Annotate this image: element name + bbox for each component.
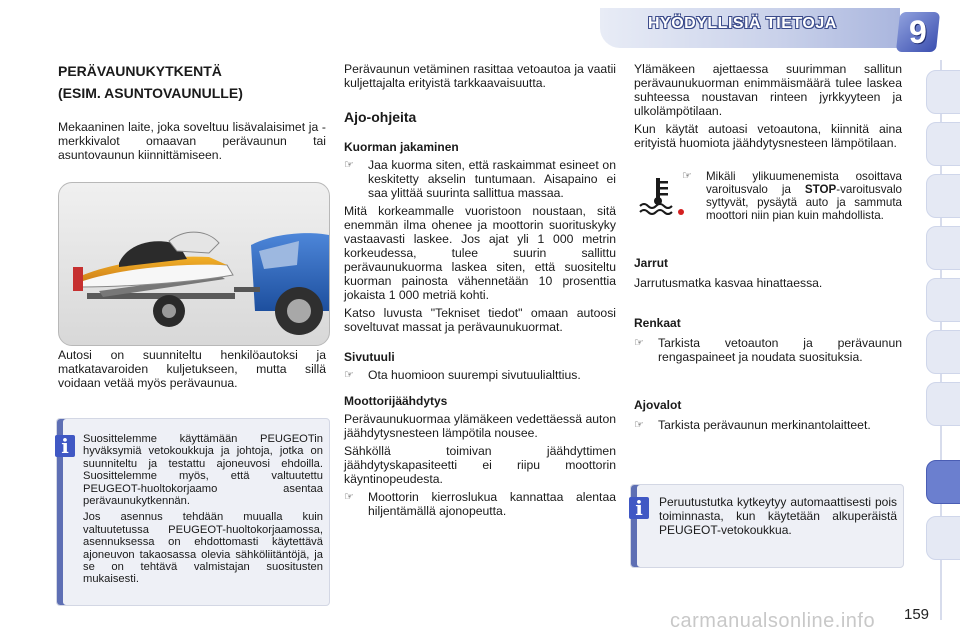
info-box-hitch [56, 418, 330, 606]
bullet-cooling-text: Moottorin kierroslukua kannattaa alentaa hiljentämällä ajonopeutta. [368, 490, 616, 518]
chapter-tab-4[interactable] [926, 226, 960, 270]
heading-engine-cooling: Moottorijäähdytys [344, 394, 448, 408]
brakes-paragraph: Jarrutusmatka kasvaa hinattaessa. [634, 276, 823, 290]
bullet-lights-text: Tarkista perävaunun merkinantolaitteet. [658, 418, 871, 432]
section-title-line2: (ESIM. ASUNTOVAUNULLE) [58, 85, 243, 101]
stop-label: STOP [804, 183, 837, 196]
column-middle [344, 62, 616, 522]
column-left [58, 62, 326, 166]
chapter-number: 9 [909, 13, 927, 50]
chapter-tab-7[interactable] [926, 382, 960, 426]
info-hitch-paragraph-2: Jos asennus tehdään muualla kuin valtuutetussa PEUGEOT-huoltokorjaamossa, asennuksessa on ehdottomasti käytettävä ajoneuvon takaosassa olevia sähköliitäntöjä, ja se on tehtävä valmistajan suositusten mukaisesti. [83, 511, 323, 586]
column-right [634, 62, 902, 154]
bullet-tyres-text: Tarkista vetoauton ja perävaunun rengaspaineet ja noudata suosituksia. [658, 336, 902, 364]
chapter-tab-5[interactable] [926, 278, 960, 322]
chapter-tab-10[interactable] [926, 516, 960, 560]
bullet-load [344, 158, 616, 200]
info-box-parking-sensor [630, 484, 904, 568]
heading-lights: Ajovalot [634, 398, 682, 412]
column-left-lower [58, 348, 326, 394]
column-right-lower [634, 256, 902, 436]
heading-tyres: Renkaat [634, 316, 681, 330]
intro-paragraph: Mekaaninen laite, joka soveltuu lisävalaisimet ja -merkkivalot omaavan perävaunun tai asuntovaunun kiinnittämiseen. [58, 120, 326, 162]
chapter-tab-2[interactable] [926, 122, 960, 166]
cooling-paragraph-1: Perävaunukuormaa ylämäkeen vedettäessä auton jäähdytysnesteen lämpötila nousee. [344, 412, 616, 440]
pointing-hand-icon: ☞ [682, 170, 692, 182]
bullet-overheat-text: Mikäli ylikuumenemista osoittava varoitusvalo ja STOP-varoitusvalo syttyvät, pysäytä auto ja sammuta moottori niin pian kuin mahdollista. [706, 170, 902, 222]
info-hitch-paragraph-1: Suosittelemme käyttämään PEUGEOTin hyväksymiä vetokoukkuja ja johtoja, jotka on suunniteltu ja testattu ajoneuvosi ehdoilla. Suosittelemme myös, että valtuutettu PEUGEOT-huoltokorjaamo asentaa perävaunukytkennän. [83, 433, 323, 508]
chapter-tab-9-active[interactable] [926, 460, 960, 504]
bullet-tyres [634, 336, 902, 364]
capacity-paragraph: Autosi on suunniteltu henkilöautoksi ja matkatavaroiden kuljetukseen, mutta sillä voidaan vetää myös perävaunua. [58, 348, 326, 390]
uphill-paragraph: Ylämäkeen ajettaessa suurimman sallitun perävaunukuorman enimmäismäärä tulee laskea suhteessa noustavan rinteen jyrkkyyteen ja ulkolämpötilaan. [634, 62, 902, 118]
pointing-hand-icon: ☞ [344, 369, 354, 381]
bullet-overheat [682, 170, 902, 222]
pointing-hand-icon: ☞ [634, 337, 644, 349]
info-box-hitch-text [83, 433, 323, 590]
bullet-cooling [344, 490, 616, 518]
bullet-crosswind-text: Ota huomioon suurempi sivutuulialttius. [368, 368, 581, 382]
coolant-temperature-icon [636, 176, 686, 216]
chapter-badge [896, 12, 940, 52]
trailer-drawing [59, 183, 329, 345]
heading-load-distribution: Kuorman jakaminen [344, 140, 459, 154]
info-parking-text: Peruutustutka kytkeytyy automaattisesti pois toiminnasta, kun käytetään alkuperäistä PEUGEOT-vetokoukkua. [659, 495, 897, 537]
specs-paragraph: Katso luvusta "Tekniset tiedot" omaan autoosi soveltuvat massat ja perävaunukuormat. [344, 306, 616, 334]
towing-intro: Perävaunun vetäminen rasittaa vetoautoa ja vaatii kuljettajalta erityistä tarkkaavaisuutta. [344, 62, 616, 90]
pointing-hand-icon: ☞ [344, 159, 354, 171]
bullet-crosswind [344, 368, 616, 382]
page-number: 159 [904, 606, 930, 623]
bullet-load-text: Jaa kuorma siten, että raskaimmat esineet on keskitetty akselin tuntumaan. Aisapaino ei saa ylittää suurinta sallittua massaa. [368, 158, 616, 200]
heading-brakes: Jarrut [634, 256, 669, 270]
altitude-paragraph: Mitä korkeammalle vuoristoon noustaan, sitä enemmän ilma ohenee ja moottorin suorituskyky vastaavasti laskee. Jos ajat yli 1 000 metrin korkeudessa, tulee suurin sallittu perävaunukuorma laskea siten, että suositeltu kuorman painosta vähennetään 10 prosenttia jokaista 1 000 metriä kohti. [344, 204, 616, 302]
heading-crosswind: Sivutuuli [344, 350, 395, 364]
chapter-rail [926, 60, 960, 620]
pointing-hand-icon: ☞ [634, 419, 644, 431]
section-driving-tips: Ajo-ohjeita [344, 109, 417, 125]
pointing-hand-icon: ☞ [344, 491, 354, 503]
watermark: carmanualsonline.info [670, 610, 876, 632]
warning-note [682, 170, 902, 226]
info-icon: i [629, 497, 649, 519]
coolant-paragraph: Kun käytät autoasi vetoautona, kiinnitä aina erityistä huomiota jäähdytysnesteen lämpötilaan. [634, 122, 902, 150]
jetski-trailer-illustration [58, 182, 330, 346]
cooling-paragraph-2: Sähköllä toimivan jäähdyttimen jäähdytyskapasiteetti ei riipu moottorin käyntinopeudesta. [344, 444, 616, 486]
chapter-tab-3[interactable] [926, 174, 960, 218]
info-icon: i [55, 435, 75, 457]
chapter-tab-1[interactable] [926, 70, 960, 114]
chapter-title: HYÖDYLLISIÄ TIETOJA [648, 15, 837, 32]
section-title-line1: PERÄVAUNUKYTKENTÄ [58, 63, 222, 79]
chapter-tab-6[interactable] [926, 330, 960, 374]
bullet-lights [634, 418, 902, 432]
